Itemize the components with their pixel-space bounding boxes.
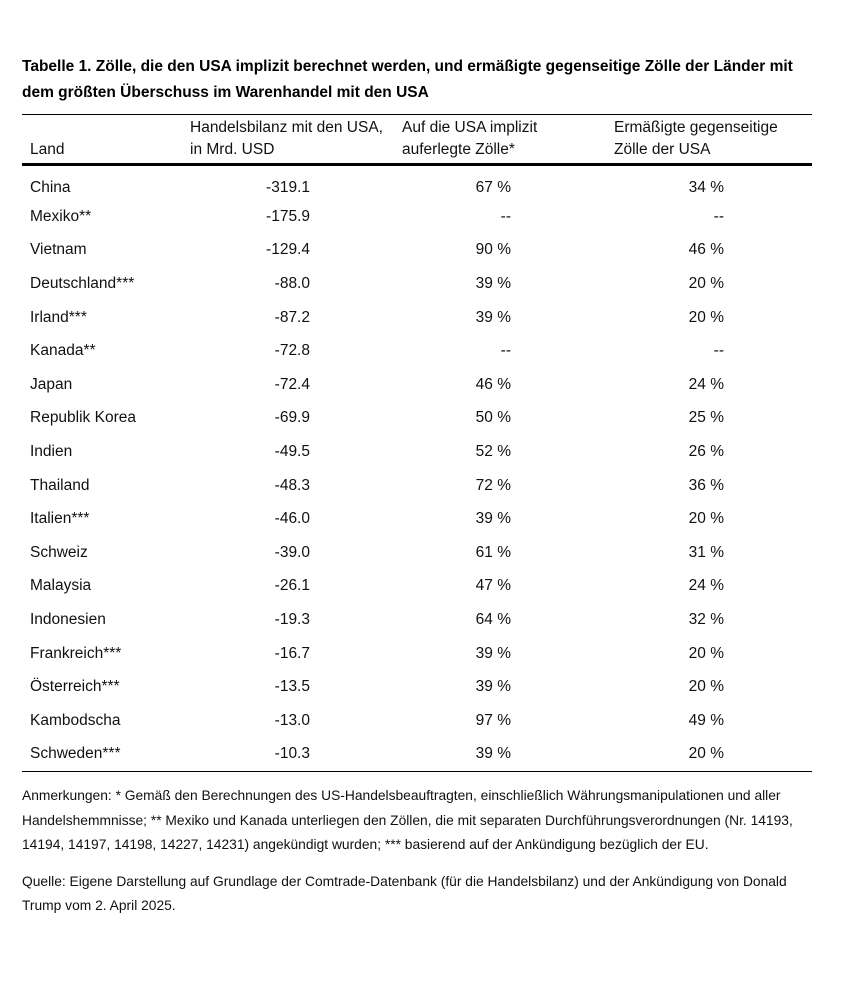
cell-balance: -175.9 xyxy=(266,207,310,225)
cell-land: Thailand xyxy=(30,476,90,494)
cell-land: Italien*** xyxy=(30,510,90,528)
cell-reduced-tariff: 20 % xyxy=(688,510,724,528)
table-row xyxy=(22,469,812,503)
cell-reduced-tariff: 20 % xyxy=(688,308,724,326)
cell-balance: -16.7 xyxy=(274,644,310,662)
cell-reduced-tariff: 34 % xyxy=(688,179,724,196)
table-row xyxy=(22,334,812,368)
cell-land: Indonesien xyxy=(30,610,106,628)
header-land: Land xyxy=(30,141,65,158)
cell-reduced-tariff: 46 % xyxy=(688,241,724,259)
cell-implied-tariff: 39 % xyxy=(475,678,511,696)
cell-reduced-tariff: -- xyxy=(713,342,724,360)
cell-balance: -319.1 xyxy=(266,179,310,196)
cell-balance: -87.2 xyxy=(274,308,310,326)
cell-land: Kambodscha xyxy=(30,711,121,729)
header-balance: Handelsbilanz mit den USA, in Mrd. USD xyxy=(190,119,383,158)
cell-land: Frankreich*** xyxy=(30,644,122,662)
cell-reduced-tariff: 20 % xyxy=(688,745,724,763)
cell-land: Österreich*** xyxy=(30,678,120,696)
cell-reduced-tariff: 20 % xyxy=(688,274,724,292)
table-row xyxy=(22,200,812,234)
table-row xyxy=(22,603,812,637)
cell-land: Indien xyxy=(30,442,73,460)
cell-land: Malaysia xyxy=(30,577,92,595)
table-row xyxy=(22,637,812,671)
table-row xyxy=(22,368,812,402)
cell-implied-tariff: 97 % xyxy=(475,711,511,729)
cell-balance: -10.3 xyxy=(274,745,310,763)
cell-implied-tariff: 39 % xyxy=(475,644,511,662)
cell-land: Vietnam xyxy=(30,241,87,259)
cell-balance: -13.0 xyxy=(274,711,310,729)
table-row xyxy=(22,670,812,704)
table-row xyxy=(22,570,812,604)
table-row xyxy=(22,502,812,536)
cell-implied-tariff: -- xyxy=(500,207,511,225)
table-row xyxy=(22,267,812,301)
cell-balance: -69.9 xyxy=(274,409,310,427)
cell-reduced-tariff: 24 % xyxy=(688,577,724,595)
header-implied-tariffs: Auf die USA implizit auferlegte Zölle* xyxy=(402,119,538,158)
cell-implied-tariff: 39 % xyxy=(475,308,511,326)
cell-land: Schweiz xyxy=(30,543,88,561)
cell-land: Japan xyxy=(30,375,73,393)
cell-land: Irland*** xyxy=(30,308,87,326)
table-row xyxy=(22,402,812,436)
header-row xyxy=(22,115,812,165)
cell-implied-tariff: 39 % xyxy=(475,745,511,763)
cell-implied-tariff: -- xyxy=(500,342,511,360)
cell-implied-tariff: 61 % xyxy=(475,543,511,561)
cell-implied-tariff: 47 % xyxy=(475,577,511,595)
cell-balance: -88.0 xyxy=(274,274,310,292)
cell-land: Mexiko** xyxy=(30,207,92,225)
cell-balance: -72.8 xyxy=(274,342,310,360)
table-header xyxy=(22,115,812,165)
cell-reduced-tariff: 25 % xyxy=(688,409,724,427)
cell-implied-tariff: 46 % xyxy=(475,375,511,393)
cell-implied-tariff: 64 % xyxy=(475,610,511,628)
table-row xyxy=(22,234,812,268)
table-title: Tabelle 1. Zölle, die den USA implizit berechnet werden, und ermäßigte gegenseitige Zölle der Länder mit dem größten Überschuss im Warenhandel mit den USA xyxy=(22,58,793,101)
cell-land: Schweden*** xyxy=(30,745,121,763)
cell-reduced-tariff: -- xyxy=(713,207,724,225)
cell-reduced-tariff: 49 % xyxy=(688,711,724,729)
cell-reduced-tariff: 36 % xyxy=(688,476,724,494)
cell-land: Republik Korea xyxy=(30,409,136,427)
table-row xyxy=(22,435,812,469)
cell-implied-tariff: 52 % xyxy=(475,442,511,460)
cell-balance: -49.5 xyxy=(274,442,310,460)
cell-balance: -72.4 xyxy=(274,375,310,393)
cell-land: Deutschland*** xyxy=(30,274,135,292)
cell-reduced-tariff: 20 % xyxy=(688,678,724,696)
table-body xyxy=(22,165,812,772)
cell-balance: -26.1 xyxy=(274,577,310,595)
table-row xyxy=(22,704,812,738)
cell-implied-tariff: 72 % xyxy=(475,476,511,494)
cell-balance: -129.4 xyxy=(266,241,310,259)
cell-balance: -48.3 xyxy=(274,476,310,494)
cell-implied-tariff: 67 % xyxy=(475,179,511,196)
cell-reduced-tariff: 24 % xyxy=(688,375,724,393)
cell-implied-tariff: 90 % xyxy=(475,241,511,259)
cell-balance: -19.3 xyxy=(274,610,310,628)
cell-land: Kanada** xyxy=(30,342,96,360)
cell-balance: -39.0 xyxy=(274,543,310,561)
cell-balance: -46.0 xyxy=(274,510,310,528)
cell-reduced-tariff: 32 % xyxy=(688,610,724,628)
document xyxy=(22,54,812,919)
notes: Anmerkungen: * Gemäß den Berechnungen des US-Handelsbeauftragten, einschließlich Währungsmanipulationen und aller Handelshemmnisse; ** Mexiko und Kanada unterliegen den Zöllen, die mit separaten Durchführungsverordnungen (Nr. 14193, 14194, 14197, 14198, 14227, 14231) angekündigt wurden; *** basierend auf der Ankündigung bezüglich der EU. xyxy=(22,788,793,853)
source-note: Quelle: Eigene Darstellung auf Grundlage der Comtrade-Datenbank (für die Handelsbilanz) und der Ankündigung von Donald Trump vom 2. April 2025. xyxy=(22,873,787,914)
header-reduced-tariffs: Ermäßigte gegenseitige Zölle der USA xyxy=(614,119,778,158)
cell-implied-tariff: 39 % xyxy=(475,274,511,292)
cell-reduced-tariff: 31 % xyxy=(688,543,724,561)
cell-balance: -13.5 xyxy=(274,678,310,696)
cell-reduced-tariff: 20 % xyxy=(688,644,724,662)
cell-reduced-tariff: 26 % xyxy=(688,442,724,460)
table-row xyxy=(22,536,812,570)
tariff-table xyxy=(22,114,812,772)
cell-implied-tariff: 39 % xyxy=(475,510,511,528)
cell-land: China xyxy=(30,179,71,196)
table-row xyxy=(22,165,812,201)
table-row xyxy=(22,301,812,335)
table-row xyxy=(22,738,812,772)
cell-implied-tariff: 50 % xyxy=(475,409,511,427)
